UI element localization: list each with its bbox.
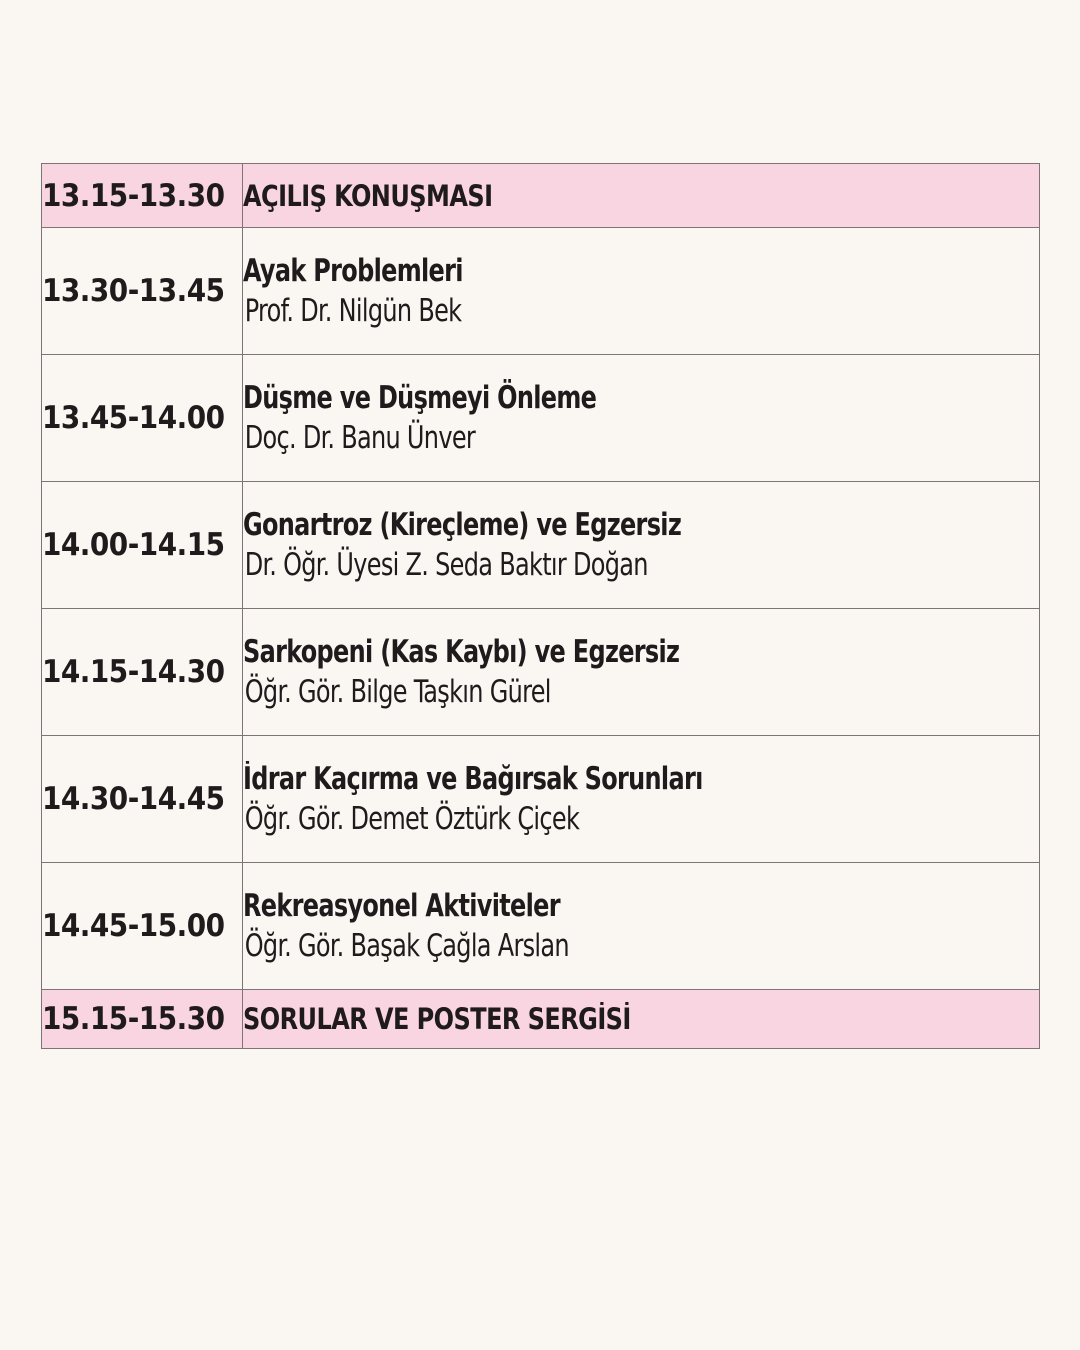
session-details xyxy=(243,736,1040,863)
session-row xyxy=(42,228,1040,355)
session-speaker: Prof. Dr. Nilgün Bek xyxy=(244,293,462,329)
session-details xyxy=(243,482,1040,609)
session-row xyxy=(42,863,1040,990)
session-title: Gonartroz (Kireçleme) ve Egzersiz xyxy=(243,507,682,543)
session-title: Düşme ve Düşmeyi Önleme xyxy=(243,380,597,416)
session-title: İdrar Kaçırma ve Bağırsak Sorunları xyxy=(243,761,703,797)
session-details xyxy=(243,863,1040,990)
session-speaker: Öğr. Gör. Başak Çağla Arslan xyxy=(244,928,569,964)
opening-row xyxy=(42,164,1040,228)
session-details xyxy=(243,228,1040,355)
session-details xyxy=(243,355,1040,482)
closing-time: 15.15-15.30 xyxy=(42,990,243,1049)
program-schedule-table xyxy=(41,163,1040,1049)
session-row xyxy=(42,355,1040,482)
opening-time: 13.15-13.30 xyxy=(42,164,243,228)
session-speaker: Öğr. Gör. Demet Öztürk Çiçek xyxy=(244,801,580,837)
session-speaker: Doç. Dr. Banu Ünver xyxy=(244,420,476,456)
session-time: 13.30-13.45 xyxy=(42,228,243,355)
session-speaker: Öğr. Gör. Bilge Taşkın Gürel xyxy=(244,674,551,710)
session-row xyxy=(42,482,1040,609)
opening-title-cell xyxy=(243,164,1040,228)
opening-title: AÇILIŞ KONUŞMASI xyxy=(243,178,493,213)
session-speaker: Dr. Öğr. Üyesi Z. Seda Baktır Doğan xyxy=(244,547,648,583)
session-row xyxy=(42,736,1040,863)
session-row xyxy=(42,609,1040,736)
session-title: Ayak Problemleri xyxy=(243,253,463,289)
closing-title-cell xyxy=(243,990,1040,1049)
closing-row xyxy=(42,990,1040,1049)
session-time: 14.15-14.30 xyxy=(42,609,243,736)
session-time: 13.45-14.00 xyxy=(42,355,243,482)
session-time: 14.45-15.00 xyxy=(42,863,243,990)
session-time: 14.00-14.15 xyxy=(42,482,243,609)
closing-title: SORULAR VE POSTER SERGİSİ xyxy=(243,1002,631,1036)
session-details xyxy=(243,609,1040,736)
session-title: Sarkopeni (Kas Kaybı) ve Egzersiz xyxy=(243,634,680,670)
session-title: Rekreasyonel Aktiviteler xyxy=(243,888,560,924)
session-time: 14.30-14.45 xyxy=(42,736,243,863)
